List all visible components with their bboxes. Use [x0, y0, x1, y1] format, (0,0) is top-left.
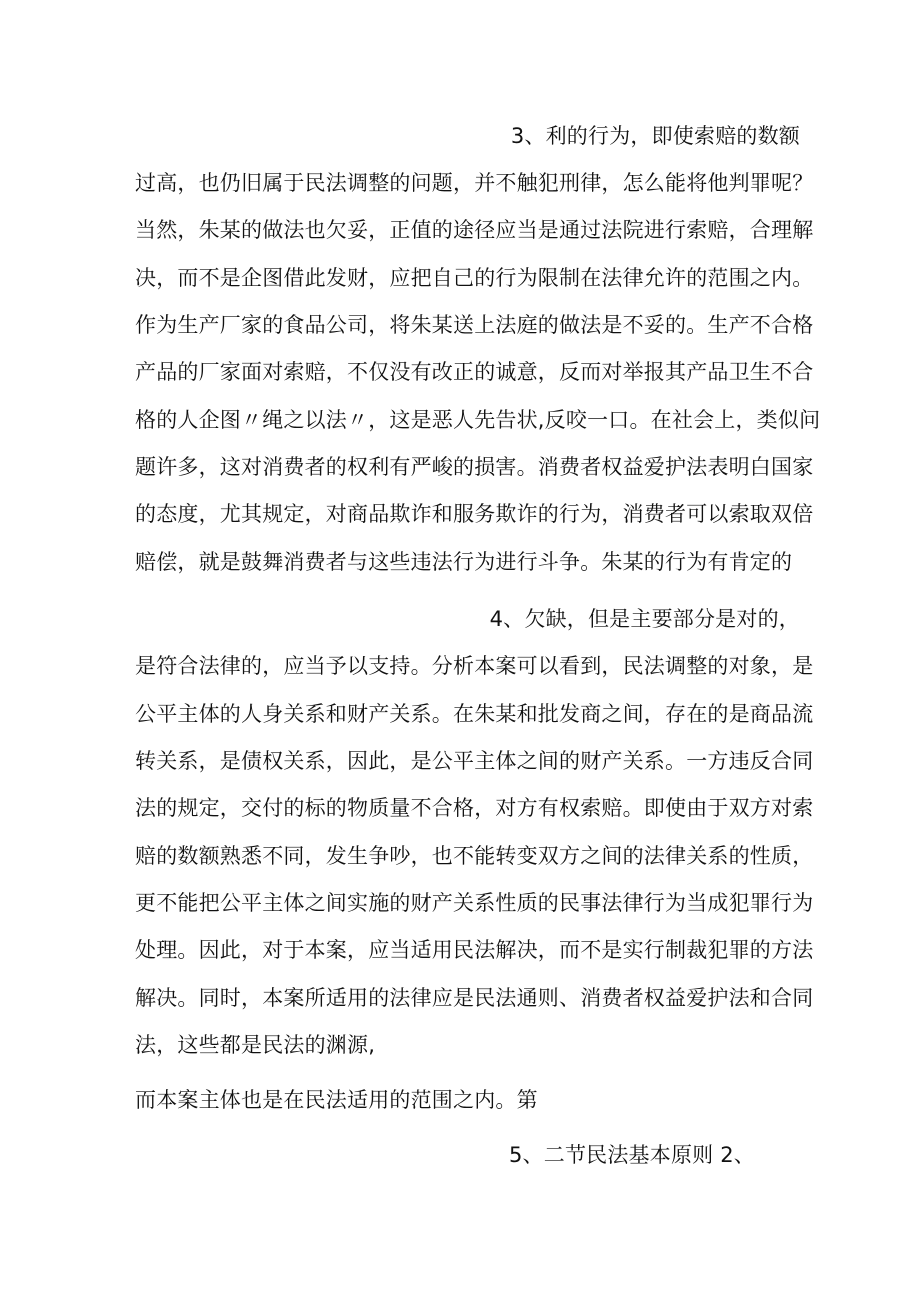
text-line-15: 法的规定，交付的标的物质量不合格，对方有权索赔。即使由于双方对索 — [135, 796, 814, 820]
text-line-21: 而本案主体也是在民法适用的范围之内。第 — [135, 1088, 538, 1112]
text-line-22: 5、二节民法基本原则 2、 — [509, 1143, 755, 1167]
text-line-2: 过高，也仍旧属于民法调整的问题，并不触犯刑律，怎么能将他判罪呢？ — [135, 171, 814, 195]
text-line-8: 题许多，这对消费者的权利有严峻的损害。消费者权益爱护法表明白国家 — [135, 455, 814, 479]
text-line-13: 公平主体的人身关系和财产关系。在朱某和批发商之间，存在的是商品流 — [135, 702, 814, 726]
text-line-18: 处理。因此，对于本案，应当适用民法解决，而不是实行制裁犯罪的方法 — [135, 938, 814, 962]
text-line-20: 法，这些都是民法的渊源, — [135, 1033, 376, 1057]
text-line-19: 解决。同时，本案所适用的法律应是民法通则、消费者权益爱护法和合同 — [135, 986, 814, 1010]
text-line-11: 4、欠缺，但是主要部分是对的， — [489, 607, 800, 631]
text-line-4: 决，而不是企图借此发财，应把自己的行为限制在法律允许的范围之内。 — [135, 266, 814, 290]
text-line-7: 格的人企图〃绳之以法〃，这是恶人先告状,反咬一口。在社会上，类似问 — [135, 408, 821, 432]
text-line-17: 更不能把公平主体之间实施的财产关系性质的民事法律行为当成犯罪行为 — [135, 891, 814, 915]
text-line-1: 3、利的行为，即使索赔的数额 — [510, 124, 800, 148]
text-line-12: 是符合法律的，应当予以支持。分析本案可以看到，民法调整的对象，是 — [135, 654, 814, 678]
text-line-6: 产品的厂家面对索赔，不仅没有改正的诚意，反而对举报其产品卫生不合 — [135, 360, 814, 384]
text-line-10: 赔偿，就是鼓舞消费者与这些违法行为进行斗争。朱某的行为有肯定的 — [135, 550, 793, 574]
text-line-9: 的态度，尤其规定，对商品欺诈和服务欺诈的行为，消费者可以索取双倍 — [135, 502, 814, 526]
text-line-3: 当然，朱某的做法也欠妥，正值的途径应当是通过法院进行索赔，合理解 — [135, 218, 814, 242]
text-line-14: 转关系，是债权关系，因此，是公平主体之间的财产关系。一方违反合同 — [135, 749, 814, 773]
text-line-5: 作为生产厂家的食品公司，将朱某送上法庭的做法是不妥的。生产不合格 — [135, 313, 814, 337]
text-line-16: 赔的数额熟悉不同，发生争吵，也不能转变双方之间的法律关系的性质， — [135, 844, 814, 868]
